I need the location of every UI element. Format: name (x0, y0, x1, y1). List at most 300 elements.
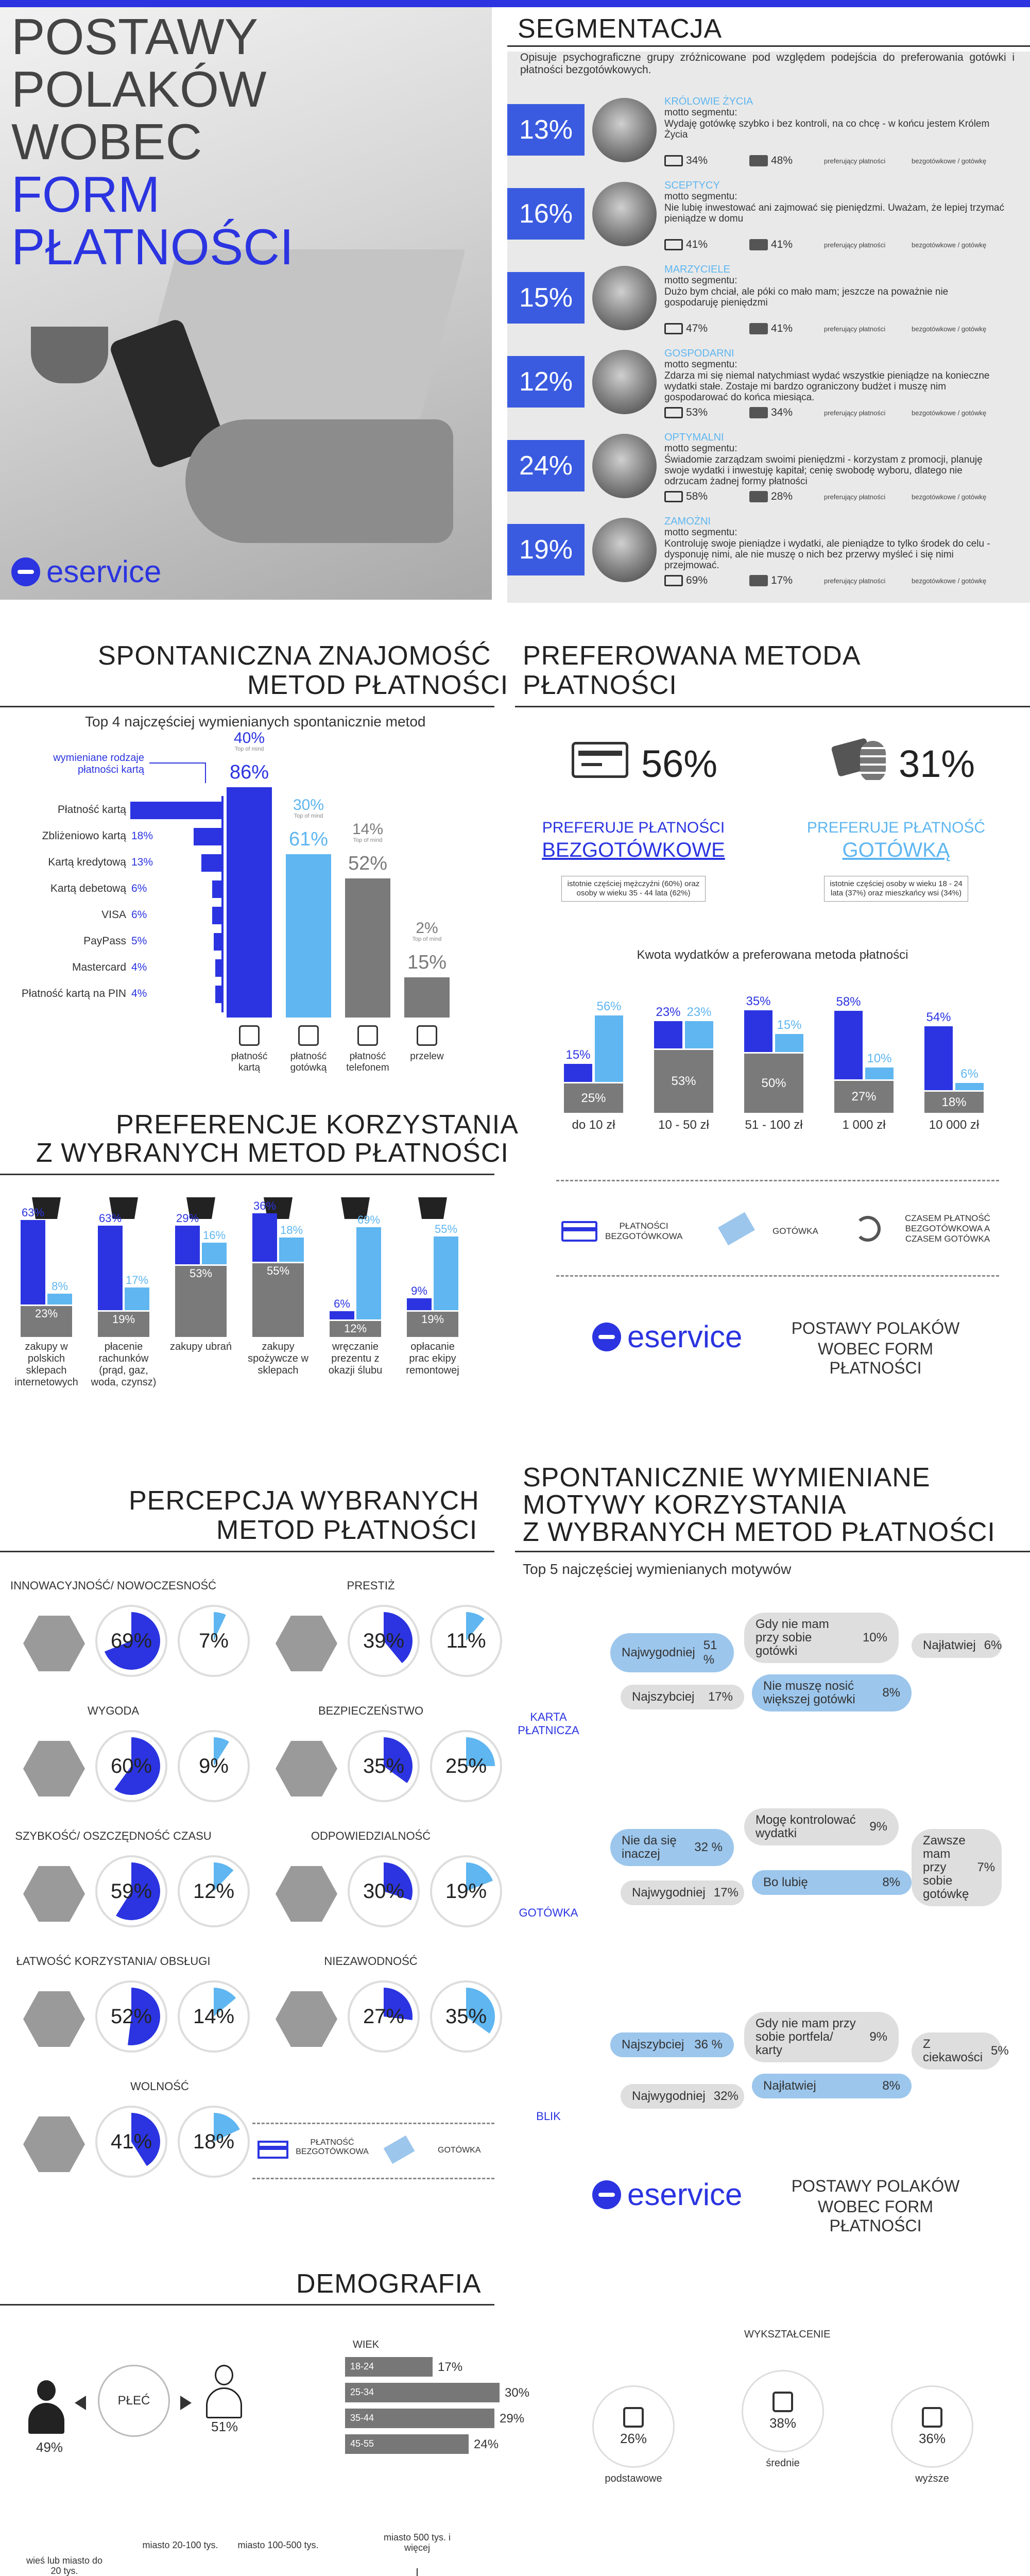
method-bar (227, 787, 272, 1018)
segment-legend-both: bezgotówkowe / gotówkę (912, 325, 987, 333)
card-row-label: PayPass (83, 935, 126, 947)
korz-title-1: PREFERENCJE KORZYSTANIA (116, 1110, 519, 1140)
segment-legend-cashless: preferujący płatności (824, 577, 886, 585)
perc-cash-ring (178, 1605, 250, 1677)
kwota-cash-val: 15% (777, 1018, 802, 1032)
motive-bubble (744, 1613, 899, 1663)
demo-rule (0, 2304, 494, 2306)
card-icon (664, 407, 683, 418)
perc-icon (276, 1738, 337, 1800)
segment-row (507, 345, 1030, 422)
segment-cash-val: 17% (771, 574, 793, 586)
motive-bubble (610, 1829, 734, 1866)
segment-legend-both: bezgotówkowe / gotówkę (912, 409, 987, 417)
perc-icon (23, 1613, 85, 1674)
perc-legend-card: PŁATNOŚĆ BEZGOTÓWKOWA (296, 2138, 369, 2156)
miejsc-label: miasto 20-100 tys. (142, 2540, 218, 2550)
korz-card-bar (98, 1226, 123, 1310)
eservice-logo-icon (11, 557, 40, 586)
segment-card-val: 34% (686, 155, 708, 166)
motive-bubble (752, 1870, 912, 1895)
miejsc-line (417, 2568, 418, 2576)
motive-val: 5% (991, 2044, 1009, 2058)
pref-card-pct: 56% (641, 742, 718, 785)
pref-card-note: istotnie częściej mężczyźni (60%) oraz osoby w wieku 35 - 44 lata (62%) (561, 876, 706, 902)
motive-val: 9% (869, 1820, 887, 1834)
perc-cash-val: 9% (199, 1754, 229, 1777)
wiek-label: 45-55 (350, 2438, 374, 2449)
mot-block-title-2: WOBEC FORM PŁATNOŚCI (818, 2197, 933, 2235)
perc-card-ring (348, 1605, 420, 1677)
korz-cash-val: 8% (52, 1280, 68, 1293)
perc-card-val: 41% (110, 2130, 152, 2153)
spont-subtitle: Top 4 najczęściej wymienianych spontanicznie metod (85, 714, 426, 730)
korz-card-bar (330, 1311, 354, 1319)
motive-text: Mogę kontrolować wydatki (756, 1813, 856, 1840)
korz-both-val: 19% (421, 1313, 444, 1326)
wyk-circle (592, 2385, 675, 2468)
perc-cash-ring (178, 1730, 250, 1802)
card-row-value: 4% (131, 988, 147, 999)
segment-photo (592, 98, 657, 162)
korz-card-val: 36% (253, 1199, 277, 1212)
perc-label: ŁATWOŚĆ KORZYSTANIA/ OBSŁUGI (16, 1955, 211, 1968)
hero-logo-text: eservice (46, 554, 162, 589)
plec-arrow-left (75, 2396, 86, 2410)
method-tom-value: 40% (233, 730, 265, 747)
perc-legend-card-swatch (258, 2141, 288, 2159)
segment-row (507, 429, 1030, 506)
korz-label: płacenie rachunków (prąd, gaz, woda, czynsz) (91, 1341, 157, 1388)
card-row-bar (130, 802, 221, 819)
kwota-cash-bar (775, 1034, 803, 1052)
segment-motto-label: motto segmentu: (664, 191, 737, 202)
perc-cash-ring (430, 1730, 502, 1802)
segment-cash-stat (749, 490, 793, 503)
segment-card-val: 53% (686, 406, 708, 418)
perc-cash-val: 18% (193, 2130, 235, 2153)
korz-cash-bar (434, 1236, 458, 1310)
segment-cash-val: 41% (771, 239, 793, 250)
segment-card-stat (664, 323, 708, 335)
korz-label: zakupy w polskich sklepach internetowych (14, 1341, 78, 1388)
man-icon (28, 2380, 64, 2437)
korz-label: opłacanie prac ekipy remontowej (406, 1341, 459, 1376)
perc-card-val: 60% (110, 1754, 152, 1777)
segment-pct: 12% (507, 356, 585, 408)
perc-label: PRESTIŻ (347, 1579, 395, 1592)
method-label: przelew (410, 1051, 444, 1062)
cash-icon (749, 155, 768, 166)
card-row-value: 6% (131, 883, 147, 894)
cash-icon (834, 737, 886, 783)
perc-card-val: 69% (110, 1629, 152, 1652)
segment-legend-cashless: preferujący płatności (824, 409, 886, 417)
pref-cash-note: istotnie częściej osoby w wieku 18 - 24 lata (37%) oraz mieszkańcy wsi (34%) (824, 876, 968, 902)
kwota-cash-bar (865, 1067, 894, 1079)
kwota-cash-bar (955, 1083, 984, 1090)
kwota-both-val: 27% (851, 1090, 877, 1104)
motive-bubble (621, 1685, 744, 1709)
card-icon (664, 575, 683, 586)
perc-card-ring (348, 1855, 420, 1927)
wiek-val: 29% (500, 2412, 525, 2426)
segment-cash-stat (749, 239, 793, 251)
perc-card-ring (95, 1855, 167, 1927)
book-icon (772, 2392, 793, 2412)
motive-bubble (744, 1808, 899, 1845)
plec-arrow-right (180, 2396, 192, 2410)
segment-card-stat (664, 155, 708, 167)
card-row-axis (221, 796, 224, 1012)
perc-card-ring (95, 1730, 167, 1802)
segment-motto-label: motto segmentu: (664, 107, 737, 118)
mot-subtitle: Top 5 najczęściej wymienianych motywów (523, 1561, 792, 1577)
pref-rule (515, 706, 1030, 707)
card-icon (664, 239, 683, 250)
card-row-label: Płatność kartą (57, 804, 126, 816)
korz-both-val: 23% (35, 1307, 58, 1320)
segment-motto-label: motto segmentu: (664, 359, 737, 370)
segment-row (507, 93, 1030, 170)
kwota-cash-val: 10% (867, 1052, 892, 1065)
segment-card-val: 41% (686, 239, 708, 250)
kwota-category: 10 - 50 zł (658, 1118, 709, 1132)
hero-title-1: POSTAWY (11, 8, 259, 65)
legend-card-swatch (561, 1221, 597, 1242)
kwota-cash-val: 56% (596, 999, 622, 1013)
mot-title-1: SPONTANICZNIE WYMIENIANE (523, 1463, 931, 1493)
hero-logo (11, 554, 161, 589)
perc-title-2: METOD PŁATNOŚCI (216, 1515, 478, 1545)
method-tom-value: 30% (293, 796, 324, 814)
korz-card-bar (21, 1220, 45, 1304)
perc-cash-val: 11% (446, 1629, 486, 1652)
korz-both-val: 53% (189, 1267, 213, 1280)
method-icon (357, 1025, 378, 1046)
segment-cash-stat (749, 155, 793, 167)
drill-icon (415, 1190, 451, 1226)
perc-icon (276, 1863, 337, 1925)
motive-val: 9% (869, 2030, 887, 2044)
perc-card-ring (95, 1605, 167, 1677)
perc-cash-val: 25% (445, 1754, 487, 1777)
kwota-category: do 10 zł (572, 1118, 615, 1132)
mot-logo (592, 2177, 742, 2212)
perc-card-val: 59% (110, 1879, 152, 1903)
card-row-label: Kartą debetową (50, 883, 126, 894)
kwota-both-val: 53% (671, 1074, 696, 1088)
motive-text: Nie da się inaczej (622, 1834, 677, 1861)
motive-val: 36 % (694, 2038, 723, 2052)
method-label: płatność gotówką (290, 1051, 327, 1073)
wiek-label: 18-24 (350, 2361, 374, 2371)
perc-icon (23, 1988, 85, 2050)
motive-val: 17% (713, 1886, 739, 1900)
wyk-label: wyższe (915, 2473, 949, 2484)
motive-text: Najwygodniej (622, 1646, 695, 1659)
perc-card-ring (348, 1730, 420, 1802)
person-icon (530, 2048, 566, 2105)
perc-cash-ring (178, 2106, 250, 2178)
segment-photo (592, 350, 657, 414)
perc-cash-ring (178, 1980, 250, 2053)
segment-name: GOSPODARNI (664, 348, 734, 359)
method-icon (239, 1025, 260, 1046)
korz-label: zakupy ubrań (169, 1341, 232, 1352)
korz-cash-val: 55% (434, 1223, 458, 1235)
perc-title-1: PERCEPCJA WYBRANYCH (129, 1486, 479, 1516)
kwota-card-bar (654, 1021, 682, 1048)
method-bar (404, 977, 450, 1018)
motive-text: Najwygodniej (632, 1886, 706, 1900)
wyk-circle (891, 2385, 973, 2468)
motive-text: Najszybciej (622, 2038, 684, 2052)
perc-label: SZYBKOŚĆ/ OSZCZĘDNOŚĆ CZASU (15, 1829, 212, 1842)
segment-legend-both: bezgotówkowe / gotówkę (912, 241, 987, 249)
spont-callout-arrow (149, 762, 206, 783)
perc-label: BEZPIECZEŃSTWO (318, 1704, 424, 1717)
pref-cash-pct: 31% (899, 742, 975, 785)
legend-card-label: PŁATNOŚCI BEZGOTÓWKOWA (605, 1221, 683, 1241)
wyk-val: 38% (769, 2415, 797, 2431)
segment-quote: Kontroluję swoje pieniądze i wydatki, ale pieniądze to tylko środek do celu - dysponuję nimi, ale nie muszę o nich bez przerwy myśleć i się nimi przejmować. (664, 538, 990, 571)
mid-logo-text: eservice (627, 1319, 743, 1354)
pref-dash-1 (556, 1180, 999, 1181)
card-row-bar (212, 907, 221, 924)
plec-circle (98, 2365, 170, 2437)
motive-bubble (912, 1633, 1002, 1658)
perc-icon (23, 1738, 85, 1800)
perc-cash-val: 19% (445, 1879, 487, 1903)
segment-cash-val: 34% (771, 406, 793, 418)
segment-name: SCEPTYCY (664, 180, 720, 191)
motive-text: Najłatwiej (763, 2079, 816, 2093)
perc-cash-val: 14% (193, 2005, 235, 2028)
card-row-bar (212, 880, 221, 898)
hero-hand-image (185, 419, 453, 543)
kwota-cash-val: 6% (960, 1067, 978, 1081)
korz-cash-bar (202, 1243, 227, 1264)
kwota-card-val: 35% (746, 994, 771, 1008)
perc-cash-val: 35% (445, 2005, 487, 2028)
pref-title-2: PŁATNOŚCI (523, 670, 677, 700)
perc-label: WYGODA (87, 1704, 140, 1717)
cash-icon (749, 323, 768, 334)
legend-cash-label: GOTÓWKA (772, 1226, 818, 1236)
korz-card-val: 6% (334, 1297, 350, 1310)
segment-row (507, 177, 1030, 254)
kwota-category: 51 - 100 zł (745, 1118, 803, 1132)
pencil-icon (623, 2407, 644, 2428)
spont-title-1: SPONTANICZNA ZNAJOMOŚĆ (98, 641, 491, 671)
segment-legend-cashless: preferujący płatności (824, 241, 886, 249)
card-icon (572, 742, 628, 778)
method-bar (286, 854, 331, 1018)
motive-bubble (621, 2084, 744, 2109)
segment-cash-val: 41% (771, 323, 793, 334)
motive-val: 17% (708, 1690, 733, 1704)
motive-val: 10% (862, 1631, 887, 1645)
hero-title-5: PŁATNOŚCI (11, 218, 294, 275)
card-icon (664, 491, 683, 502)
card-row-value: 18% (131, 830, 153, 842)
motive-bubble (610, 2032, 734, 2057)
segment-motto-label: motto segmentu: (664, 275, 737, 286)
korz-both-val: 19% (112, 1313, 135, 1326)
perc-label: ODPOWIEDZIALNOŚĆ (311, 1829, 431, 1842)
perc-cash-ring (178, 1855, 250, 1927)
method-tom-label: Top of mind (353, 837, 383, 843)
motive-bubble (912, 1829, 1002, 1906)
segment-cash-stat (749, 406, 793, 419)
method-tom-value: 14% (352, 821, 384, 838)
top-stripe (0, 0, 1030, 7)
pref-card-head-1: PREFERUJE PŁATNOŚCI (542, 819, 725, 836)
segment-pct: 19% (507, 524, 585, 575)
segment-card-stat (664, 406, 708, 419)
miejsc-label: miasto 100-500 tys. (237, 2540, 319, 2550)
kwota-card-bar (924, 1026, 953, 1090)
kwota-both-val: 18% (941, 1095, 967, 1109)
segment-photo (592, 266, 657, 330)
wyk-val: 36% (918, 2430, 946, 2446)
kwota-card-bar (834, 1011, 863, 1079)
segment-card-val: 58% (686, 490, 708, 502)
person-icon (530, 1844, 566, 1901)
motive-text: Nie muszę nosić większej gotówki (763, 1679, 855, 1706)
perc-legend-cash: GOTÓWKA (438, 2146, 481, 2155)
method-tom-value: 2% (416, 920, 438, 937)
segment-cash-stat (749, 574, 793, 587)
perc-card-val: 35% (363, 1754, 405, 1777)
korz-card-val: 9% (411, 1284, 427, 1297)
segment-legend-both: bezgotówkowe / gotówkę (912, 493, 987, 501)
perc-label: WOLNOŚĆ (130, 2080, 189, 2093)
card-row-label: Kartą kredytową (48, 856, 126, 868)
segment-cash-val: 28% (771, 490, 793, 502)
method-tom-label: Top of mind (234, 746, 264, 752)
segment-photo (592, 182, 657, 246)
segment-name: OPTYMALNI (664, 432, 724, 443)
wyk-title: WYKSZTAŁCENIE (744, 2329, 831, 2340)
card-row-bar (194, 828, 221, 845)
kwota-card-val: 58% (836, 995, 861, 1009)
motive-text: Z ciekawości (923, 2037, 983, 2064)
card-icon (664, 323, 683, 334)
hero-title-3: WOBEC (11, 113, 202, 170)
motive-val: 8% (882, 1875, 900, 1889)
perc-cash-ring (430, 1605, 502, 1677)
kwota-category: 1 000 zł (842, 1118, 886, 1132)
kwota-both-val: 25% (581, 1091, 606, 1105)
korz-card-val: 29% (176, 1212, 199, 1225)
kwota-card-val: 15% (565, 1048, 591, 1062)
kwota-card-val: 23% (656, 1005, 681, 1019)
cash-icon (749, 407, 768, 418)
segment-card-stat (664, 490, 708, 503)
motive-val: 8% (882, 1686, 900, 1700)
motive-text: Gdy nie mam przy sobie portfela/ karty (756, 2016, 856, 2057)
segmentacja-rule (507, 45, 1030, 47)
method-bar (345, 878, 390, 1018)
perc-card-ring (348, 1980, 420, 2053)
korz-label: zakupy spożywcze w sklepach (248, 1341, 308, 1376)
demo-title: DEMOGRAFIA (296, 2269, 482, 2299)
segment-quote: Świadomie zarządzam swoimi pieniędzmi - korzystam z promocji, planuję swoje wydatki i inwestuję kapitał; cenię swobodę wyboru, dlatego nie odrzucam żadnej formy płatności (664, 454, 983, 487)
kwota-title: Kwota wydatków a preferowana metoda płatności (637, 948, 908, 962)
mot-title-2: MOTYWY KORZYSTANIA (523, 1490, 847, 1520)
perc-cash-ring (430, 1980, 502, 2053)
motive-text: Zawsze mam przy sobie gotówkę (923, 1834, 969, 1901)
segment-photo (592, 434, 657, 498)
legend-both-label: CZASEM PŁATNOŚĆ BEZGOTÓWKOWA A CZASEM GOTÓWKA (905, 1213, 990, 1244)
motive-bubble (912, 2032, 1009, 2070)
mot-group-label: BLIK (536, 2110, 561, 2123)
card-row-bar (214, 933, 221, 951)
pref-title-1: PREFEROWANA METODA (523, 641, 861, 671)
korz-rule (0, 1174, 494, 1175)
motive-val: 6% (984, 1638, 1002, 1652)
method-icon (298, 1025, 319, 1046)
korz-cash-bar (47, 1294, 72, 1304)
segment-row (507, 261, 1030, 338)
segment-legend-both: bezgotówkowe / gotówkę (912, 157, 987, 165)
perc-cash-val: 7% (199, 1629, 229, 1652)
segment-card-val: 69% (686, 574, 708, 586)
kwota-card-bar (564, 1064, 592, 1082)
segment-card-val: 47% (686, 323, 708, 334)
method-icon (417, 1025, 437, 1046)
perc-cash-ring (430, 1855, 502, 1927)
korz-card-val: 63% (98, 1212, 122, 1225)
perc-icon (23, 2113, 85, 2175)
perc-card-val: 39% (363, 1629, 405, 1652)
motive-text: Gdy nie mam przy sobie gotówki (756, 1617, 829, 1658)
kwota-category: 10 000 zł (929, 1118, 980, 1132)
perc-icon (23, 1863, 85, 1925)
card-row-bar (201, 854, 221, 872)
korz-cash-bar (279, 1238, 304, 1262)
korz-both-val: 55% (266, 1264, 290, 1277)
korz-card-val: 63% (21, 1206, 45, 1219)
hero-title-2: POLAKÓW (11, 61, 267, 117)
segment-name: ZAMOŻNI (664, 516, 711, 527)
korz-card-bar (175, 1226, 200, 1264)
mid-block-title-1: POSTAWY POLAKÓW (791, 1319, 960, 1337)
card-row-label: VISA (101, 909, 126, 921)
perc-card-ring (95, 2106, 167, 2178)
wiek-val: 17% (438, 2360, 463, 2374)
hero-cup-image (31, 327, 108, 383)
segment-legend-cashless: preferujący płatności (824, 157, 886, 165)
wiek-label: 35-44 (350, 2413, 374, 2423)
wiek-label: 25-34 (350, 2387, 374, 2397)
eservice-logo-icon (592, 2180, 621, 2209)
card-row-label: Płatność kartą na PIN (21, 988, 126, 999)
segment-quote: Wydaję gotówkę szybko i bez kontroli, na co chcę - w końcu jestem Królem Życia (664, 118, 990, 140)
pref-cash-head-2: GOTÓWKĄ (842, 839, 950, 861)
mot-title-3: Z WYBRANYCH METOD PŁATNOŚCI (523, 1517, 995, 1547)
segmentacja-title: SEGMENTACJA (518, 14, 723, 44)
spont-callout: wymieniane rodzaje płatności kartą (53, 752, 144, 775)
perc-cash-val: 12% (193, 1879, 235, 1903)
women-pct: 51% (211, 2419, 238, 2434)
korz-cash-val: 17% (125, 1274, 149, 1286)
segment-quote: Zdarza mi się niemal natychmiast wydać wszystkie pieniądze na konieczne wydatki stałe. Zostaje mi bardzo ograniczony budżet i muszę nim gospodarować do końca miesiąca. (664, 370, 990, 403)
person-icon (530, 1649, 566, 1705)
motive-text: Bo lubię (763, 1875, 808, 1889)
